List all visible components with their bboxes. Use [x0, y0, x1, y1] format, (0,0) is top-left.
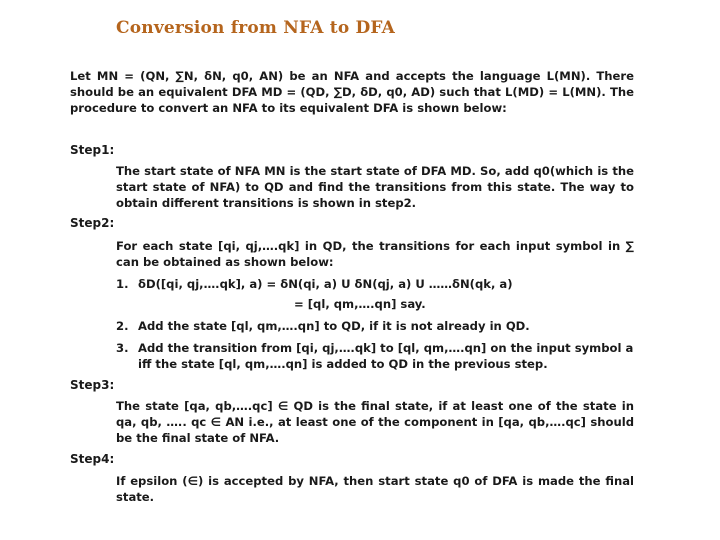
step1-text: The start state of NFA MN is the start state of DFA MD. So, add q0(which is the start state of NFA) to QD and find the transitions from this state. The way to obtain different transitions is shown in step2.	[116, 164, 634, 210]
step1-label: Step1:	[70, 143, 115, 157]
item1-number: 1.	[116, 277, 129, 291]
item3-number: 3.	[116, 341, 129, 355]
step4-text: If epsilon (∈) is accepted by NFA, then start state q0 of DFA is made the final state.	[116, 474, 634, 504]
page-title: Conversion from NFA to DFA	[116, 18, 396, 38]
step3-label: Step3:	[70, 378, 115, 392]
step2-item1-continuation: = [ql, qm,….qn] say.	[294, 297, 426, 311]
item2-number: 2.	[116, 319, 129, 333]
step2-item3-text: Add the transition from [qi, qj,….qk] to [ql, qm,….qn] on the input symbol a iff the state [ql, qm,….qn] is added to QD in the previous step.	[138, 341, 634, 371]
step3-text: The state [qa, qb,….qc] ∈ QD is the final state, if at least one of the state in qa, qb, ….. qc ∈ AN i.e., at least one of the component in [qa, qb,….qc] should be the final state of NFA.	[116, 399, 634, 445]
step2-label: Step2:	[70, 216, 115, 230]
item1-formula: δD([qi, qj,….qk], a) = δN(qi, a) U δN(qj, a) U ……δN(qk, a)	[138, 277, 513, 291]
step2-text: For each state [qi, qj,….qk] in QD, the transitions for each input symbol in ∑ can be obtained as shown below:	[116, 239, 634, 269]
step2-item1	[116, 276, 513, 292]
step2-item3-number	[116, 340, 138, 356]
step4-label: Step4:	[70, 452, 115, 466]
item2-text: Add the state [ql, qm,….qn] to QD, if it is not already in QD.	[138, 319, 530, 333]
intro-paragraph: Let MN = (QN, ∑N, δN, q0, AN) be an NFA and accepts the language L(MN). There should be an equivalent DFA MD = (QD, ∑D, δD, q0, AD) such that L(MD) = L(MN). The procedure to convert an NFA to its equivalent DFA is shown below:	[70, 69, 634, 115]
step2-item2	[116, 318, 530, 334]
